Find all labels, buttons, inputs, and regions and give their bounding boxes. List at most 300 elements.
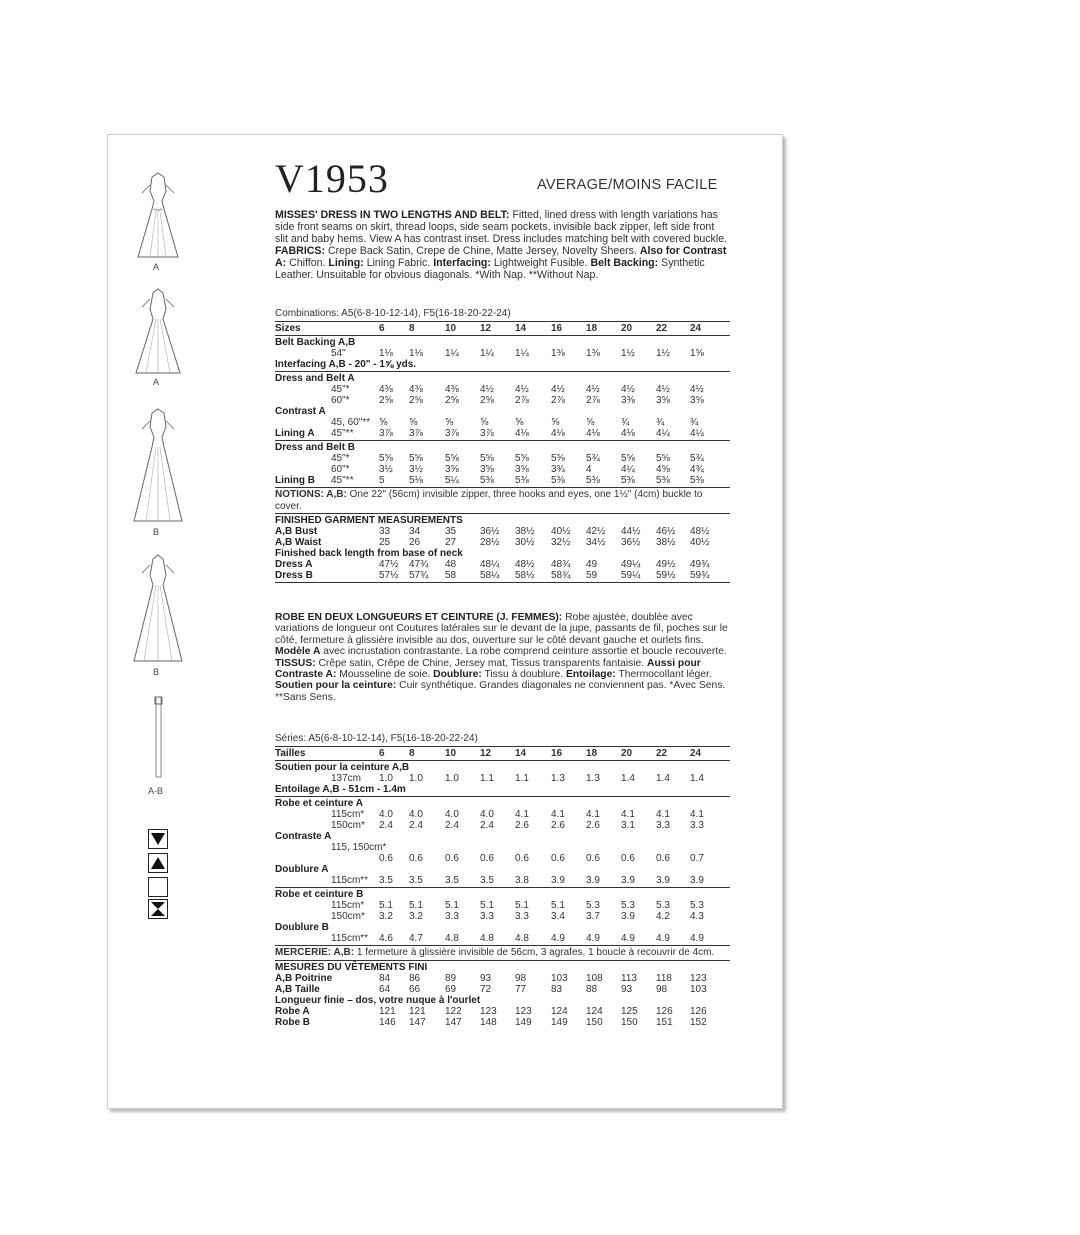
table-cell: 59¼ [621,570,641,581]
table-cell: 3.9 [656,875,670,886]
table-cell: 4.2 [656,911,670,922]
view-b-front-drawing [128,553,188,665]
table-cell: 4.8 [445,933,459,944]
table-cell: 4.6 [379,933,393,944]
table-cell: 93 [480,972,492,984]
table-cell: 5⅜ [690,475,704,486]
table-rule [275,887,730,888]
table-cell: 1¼ [515,348,529,359]
table-cell: 0.7 [690,853,704,864]
table-cell: 57½ [379,570,399,581]
table-cell: 149 [515,1016,532,1028]
row-label: FINISHED GARMENT MEASUREMENTS [275,515,463,526]
table-section-heading [275,442,730,453]
table-cell: 1⅛ [409,348,423,359]
belt-drawing [128,695,188,781]
table-cell: 4⅛ [586,428,600,439]
table-rule [275,796,730,797]
table-cell: 1.4 [621,773,635,784]
table-cell: 5 [379,475,385,486]
table-cell: 3⅞ [379,428,393,439]
table-cell: ⅝ [551,417,560,428]
table-cell: 48½ [515,559,535,570]
row-label: Dress A [275,559,313,570]
table-cell: 48¼ [480,559,500,570]
table-cell: 125 [621,1005,638,1017]
table-cell: 1⅝ [690,348,704,359]
row-label: A,B Taille [275,983,320,995]
fold-up-triangle-icon [148,853,168,873]
table-cell: 4.3 [690,911,704,922]
table-cell: 3⅞ [409,428,423,439]
size-header-cell: 22 [656,748,668,759]
pattern-number: V1953 [275,156,389,201]
table-section-heading [275,548,730,559]
row-label: Soutien pour la ceinture A,B [275,762,410,773]
table-cell: 123 [515,1005,532,1017]
table-cell: 1⅛ [379,348,393,359]
table-cell: 3.5 [445,875,459,886]
table-cell: 58¾ [551,570,571,581]
fr-notions [275,947,730,959]
table-cell: 98 [656,983,668,995]
table-cell: 3.3 [445,911,459,922]
row-fabric-width: 45"** [331,428,354,439]
size-header-cell: 18 [586,323,598,334]
table-cell: 103 [551,972,568,984]
table-cell: 66 [409,983,421,995]
row-fabric-width: 115cm* [331,900,365,911]
table-section-heading [275,922,730,933]
table-cell: 4½ [586,384,600,395]
table-cell: 5.1 [445,900,459,911]
sizes-label: Tailles [275,748,306,759]
table-cell: 2⅝ [409,395,423,406]
size-header-cell: 12 [480,748,492,759]
table-cell: 86 [409,972,421,984]
table-cell: 64 [379,983,391,995]
table-cell: ⅝ [586,417,595,428]
table-rule [275,335,730,336]
table-section-heading [275,831,730,842]
row-fabric-width: 54" [331,348,346,359]
combinations-en: Combinations: A5(6-8-10-12-14), F5(16-18-20-22-24) [275,308,511,319]
row-label: Longueur finie – dos, votre nuque à l'ourlet [275,994,481,1006]
table-section-heading [275,762,730,773]
table-cell: 26 [409,537,421,548]
table-cell: 151 [656,1016,673,1028]
table-cell: ⅝ [445,417,454,428]
table-row [275,417,730,428]
table-cell: 118 [656,972,672,984]
table-cell: 44½ [621,526,641,537]
table-cell: 3.9 [621,911,635,922]
table-cell: 3.7 [586,911,600,922]
notions-text: One 22" (56cm) invisible zipper, three hooks and eyes, one 1½" (4cm) buckle to cover. [275,489,703,512]
table-cell: 4⅛ [621,428,635,439]
row-label: A,B Waist [275,537,322,548]
description-french: ROBE EN DEUX LONGUEURS ET CEINTURE (J. FEMMES): Robe ajustée, doublée avec variations de longueur ont Coutures latérales sur le devant de la jupe, passants de fil, poches sur le côté, fermeture à glissière invisible au dos, ouverture sur le côté devant gauche et ourlets fins. Modèle A avec incrustation contrastante. La robe comprend ceinture assortie et boucle recouverte. TISSUS: Crêpe satin, Crêpe de Chine, Jersey mat, Tissus transparents fantaisie. Aussi pour Contraste A: Mousseline de soie. Doublure: Tissu à doublure. Entoilage: Thermocollant léger. Soutien pour la ceinture: Cuir synthétique. Grandes diagonales ne conviennent pas. *Avec Sens. **Sans Sens. [275,612,728,703]
table-cell: 3⅝ [656,395,670,406]
table-row [275,559,730,570]
table-cell: 5¾ [690,453,704,464]
table-row [275,973,730,984]
table-cell: 59½ [656,570,676,581]
table-cell: 5⅝ [409,453,423,464]
table-cell: 4.8 [515,933,529,944]
table-rule [275,582,730,583]
table-cell: 5⅝ [551,453,565,464]
yardage-table-french [275,745,730,1028]
table-cell: ⅝ [409,417,418,428]
table-cell: 27 [445,537,457,548]
table-cell: 5⅝ [515,453,529,464]
row-label: Lining B [275,475,315,486]
table-cell: 4¼ [690,428,704,439]
table-cell: 5⅜ [480,475,494,486]
row-fabric-width: 137cm [331,773,362,784]
table-cell: 25 [379,537,391,548]
table-section-heading [275,995,730,1006]
table-cell: 36½ [621,537,641,548]
table-row [275,933,730,944]
table-cell: 1¼ [480,348,494,359]
table-row [275,464,730,475]
table-cell: 126 [690,1005,707,1017]
table-section-heading [275,962,730,973]
table-row [275,453,730,464]
table-cell: 5⅝ [379,453,393,464]
table-cell: 5⅜ [621,475,635,486]
table-cell: 4½ [656,384,670,395]
table-cell: 33 [379,526,391,537]
row-label: Lining A [275,428,315,439]
table-cell: 4.1 [621,809,635,820]
table-cell: 4.1 [515,809,529,820]
row-label: Robe A [275,1005,310,1017]
table-row [275,384,730,395]
table-cell: 5¾ [586,453,600,464]
table-cell: 4 [586,464,592,475]
row-fabric-width: 115, 150cm* [331,842,387,853]
row-fabric-width: 45"* [331,384,350,395]
row-fabric-width: 115cm** [331,933,369,944]
table-section-heading [275,889,730,900]
table-cell: 38½ [656,537,676,548]
table-cell: 58½ [515,570,535,581]
table-cell: 152 [690,1016,707,1028]
table-cell: 4⅛ [551,428,565,439]
table-cell: 150 [586,1016,603,1028]
table-cell: 4.8 [480,933,494,944]
table-cell: 3⅜ [621,395,635,406]
table-cell: 3.1 [621,820,635,831]
table-cell: 1½ [621,348,635,359]
table-cell: 5.3 [586,900,600,911]
table-cell: 5.3 [690,900,704,911]
size-header-cell: 8 [409,323,415,334]
table-cell: 5.3 [656,900,670,911]
table-cell: 1⅜ [551,348,565,359]
table-cell: 0.6 [480,853,494,864]
table-cell: 1.0 [409,773,423,784]
table-cell: 5⅝ [445,453,459,464]
table-cell: ⅝ [515,417,524,428]
fold-down-triangle-icon [148,829,168,849]
table-cell: 0.6 [409,853,423,864]
yardage-table-english [275,320,730,584]
table-cell: 5.1 [551,900,565,911]
row-label: MESURES DU VÊTEMENTS FINI [275,961,428,973]
table-cell: 72 [480,983,492,995]
table-cell: 3.5 [379,875,393,886]
table-cell: 5⅝ [621,453,635,464]
table-cell: 58¼ [480,570,500,581]
row-fabric-width: 115cm* [331,809,365,820]
table-cell: 2⅝ [445,395,459,406]
size-header-cell: 6 [379,323,385,334]
table-row [275,875,730,886]
table-cell: 3½ [379,464,393,475]
table-cell: 34½ [586,537,606,548]
row-label: Robe et ceinture B [275,889,364,900]
table-cell: 0.6 [551,853,565,864]
table-cell: 5⅜ [515,475,529,486]
table-rule [275,371,730,372]
table-cell: 3.3 [480,911,494,922]
table-cell: 4⅜ [409,384,423,395]
table-cell: 3⅞ [480,428,494,439]
table-cell: 1.4 [690,773,704,784]
table-cell: 3.2 [409,911,423,922]
row-label: A,B Poitrine [275,972,333,984]
table-cell: 5.1 [379,900,393,911]
table-section-heading [275,373,730,384]
table-cell: 150 [621,1016,638,1028]
table-cell: 3.5 [409,875,423,886]
table-cell: 38½ [515,526,535,537]
size-header-cell: 10 [445,748,457,759]
view-label: A [153,377,160,387]
table-cell: 1.1 [515,773,529,784]
row-label: Doublure B [275,922,329,933]
row-label: Dress and Belt A [275,373,355,384]
table-section-heading [275,515,730,526]
row-label: Entoilage A,B - 51cm - 1.4m [275,784,406,795]
table-section-heading [275,798,730,809]
table-cell: 36½ [480,526,500,537]
table-rule [275,960,730,961]
size-header-cell: 8 [409,748,415,759]
fr-sizes-header-row [275,748,730,759]
row-label: Dress and Belt B [275,442,356,453]
table-cell: 0.6 [656,853,670,864]
table-cell: 121 [379,1005,396,1017]
table-cell: 57¾ [409,570,429,581]
view-a-front-drawing [128,287,188,377]
table-cell: 47½ [379,559,399,570]
row-fabric-width: 150cm* [331,911,365,922]
row-label: Doublure A [275,864,329,875]
row-label: Dress B [275,570,313,581]
table-cell: 4½ [551,384,565,395]
size-header-cell: 24 [690,323,702,334]
table-cell: 98 [515,972,527,984]
table-cell: ⅝ [480,417,489,428]
table-cell: 4.9 [551,933,565,944]
table-cell: 28½ [480,537,500,548]
table-cell: ¾ [690,417,699,428]
table-cell: 5⅜ [586,475,600,486]
table-cell: 5⅜ [551,475,565,486]
table-cell: 121 [409,1005,426,1017]
size-header-cell: 14 [515,748,527,759]
table-cell: 122 [445,1005,462,1017]
table-cell: 5⅝ [480,453,494,464]
row-fabric-width: 115cm** [331,875,369,886]
table-cell: 3½ [409,464,423,475]
table-cell: 88 [586,983,598,995]
size-header-cell: 22 [656,323,668,334]
table-cell: 89 [445,972,457,984]
table-cell: 3.3 [656,820,670,831]
table-cell: 4.9 [621,933,635,944]
description-english: MISSES' DRESS IN TWO LENGTHS AND BELT: Fitted, lined dress with length variations has side front seams on skirt, thread loops, side seam pockets, invisible back zipper, left side front slit and baby hems. View A has contrast inset. Dress includes matching belt with covered buckle. FABRICS: Crepe Back Satin, Crepe de Chine, Matte Jersey, Novelty Sheers. Also for Contrast A: Chiffon. Lining: Lining Fabric. Interfacing: Lightweight Fusible. Belt Backing: Synthetic Leather. Unsuitable for obvious diagonals. *With Nap. **Without Nap. [275,209,728,282]
table-cell: 3.9 [551,875,565,886]
table-cell: 4.1 [586,809,600,820]
table-cell: 32½ [551,537,571,548]
desc-title: MISSES' DRESS IN TWO LENGTHS AND BELT: [275,209,510,221]
table-cell: 4.9 [586,933,600,944]
en-notions [275,489,730,512]
table-cell: 2.4 [379,820,393,831]
table-cell: 148 [480,1016,497,1028]
size-header-cell: 18 [586,748,598,759]
size-header-cell: 6 [379,748,385,759]
table-cell: 2⅝ [480,395,494,406]
table-cell: 4¼ [621,464,635,475]
table-cell: 5⅝ [656,453,670,464]
table-cell: 146 [379,1016,396,1028]
row-fabric-width: 150cm* [331,820,365,831]
view-label: A [153,262,160,272]
table-cell: 84 [379,972,391,984]
table-rule [275,945,730,946]
table-row [275,395,730,406]
table-row [275,1017,730,1028]
table-cell: 5.1 [480,900,494,911]
table-cell: 3.3 [690,820,704,831]
table-cell: 49½ [656,559,676,570]
row-label: A,B Bust [275,526,318,537]
table-rule [275,746,730,747]
table-cell: 4½ [690,384,704,395]
pattern-envelope-back [107,134,783,1109]
size-header-cell: 16 [551,323,563,334]
table-cell: 69 [445,983,457,995]
table-row [275,911,730,922]
table-cell: 2.6 [515,820,529,831]
table-rule [275,760,730,761]
notions-label: NOTIONS: A,B: [275,489,347,500]
table-cell: 4½ [515,384,529,395]
table-row [275,526,730,537]
table-cell: 124 [586,1005,603,1017]
table-cell: 4.0 [480,809,494,820]
table-row [275,773,730,784]
table-cell: 34 [409,526,421,537]
table-cell: 47¾ [409,559,429,570]
table-section-heading [275,784,730,795]
table-cell: 2.6 [586,820,600,831]
table-row [275,900,730,911]
view-drawings [108,135,228,1108]
table-cell: 59 [586,570,598,581]
table-cell: 113 [621,972,637,984]
table-cell: 4⅝ [656,464,670,475]
table-cell: 147 [445,1016,462,1028]
table-cell: 1.0 [379,773,393,784]
size-header-cell: 14 [515,323,527,334]
table-cell: 2.4 [409,820,423,831]
table-cell: 4.9 [656,933,670,944]
table-cell: 5¼ [445,475,459,486]
table-row [275,475,730,486]
row-label: Belt Backing A,B [275,337,356,348]
table-cell: 40½ [690,537,710,548]
size-header-cell: 24 [690,748,702,759]
table-cell: 5.1 [409,900,423,911]
table-row [275,1006,730,1017]
table-cell: ⅝ [379,417,388,428]
table-cell: 30½ [515,537,535,548]
row-label: Finished back length from base of neck [275,548,463,559]
row-label: Contrast A [275,406,326,417]
table-cell: 1¼ [445,348,459,359]
table-cell: 4.7 [409,933,423,944]
table-cell: 0.6 [586,853,600,864]
row-label: Robe B [275,1016,310,1028]
table-cell: 49 [586,559,598,570]
table-rule [275,321,730,322]
table-cell: 149 [551,1016,568,1028]
table-row [275,820,730,831]
table-cell: 46½ [656,526,676,537]
table-cell: 1.4 [656,773,670,784]
row-label: Contraste A [275,831,332,842]
table-cell: 5.1 [515,900,529,911]
table-cell: 4.1 [690,809,704,820]
table-cell: 3⅝ [445,464,459,475]
table-section-heading [275,359,730,370]
size-header-cell: 16 [551,748,563,759]
row-fabric-width: 60"* [331,395,350,406]
table-rule [275,487,730,488]
table-cell: 3.2 [379,911,393,922]
table-cell: 3⅞ [445,428,459,439]
view-label: B [153,667,160,677]
table-cell: 0.6 [515,853,529,864]
table-cell: 42½ [586,526,606,537]
table-cell: 4⅜ [445,384,459,395]
table-cell: 3.5 [480,875,494,886]
hourglass-symbol-icon [148,899,168,919]
table-cell: 4.0 [379,809,393,820]
table-cell: 108 [586,972,603,984]
table-cell: ¾ [656,417,665,428]
table-cell: 1½ [656,348,670,359]
table-cell: 123 [480,1005,497,1017]
